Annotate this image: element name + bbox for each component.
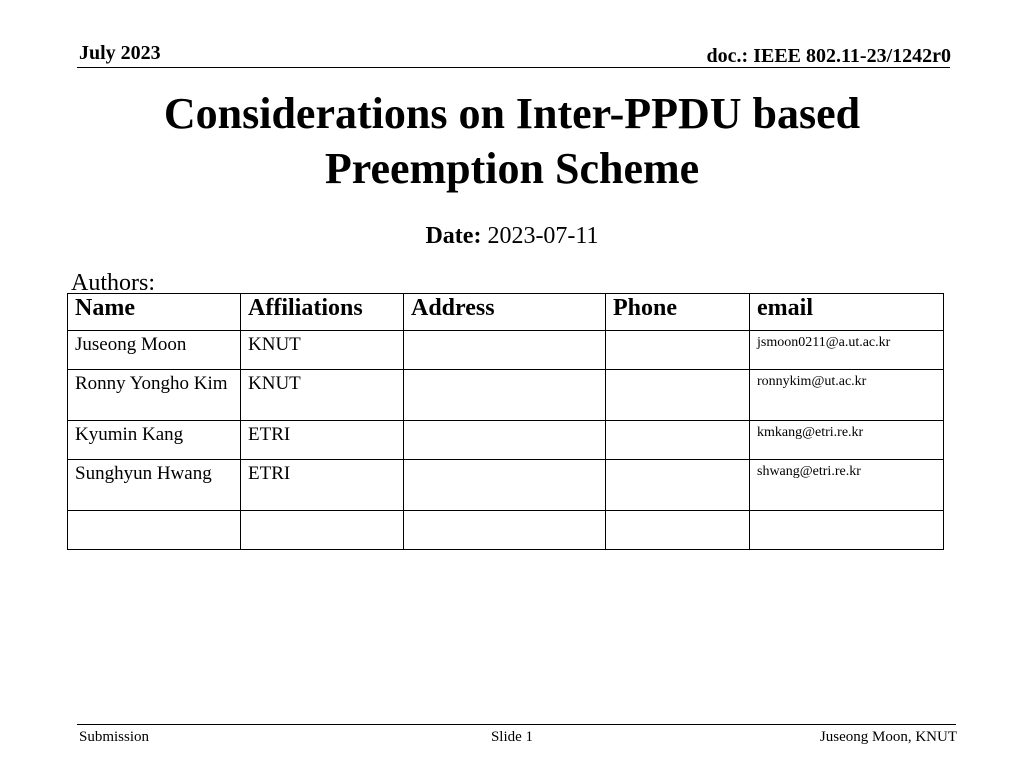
author-email [750, 511, 944, 550]
footer-submission: Submission [79, 729, 150, 745]
author-affiliation [241, 511, 404, 550]
author-address [404, 511, 606, 550]
date-value: 2023-07-11 [487, 223, 599, 249]
author-address [404, 370, 606, 421]
table-row [68, 460, 944, 511]
author-email: ronnykim@ut.ac.kr [750, 370, 944, 421]
header-doc-id: doc.: IEEE 802.11-23/1242r0 [706, 45, 951, 67]
table-row [68, 421, 944, 460]
authors-table [67, 293, 944, 550]
footer-divider [77, 724, 956, 725]
header-date: July 2023 [79, 42, 161, 64]
footer-author: Juseong Moon, KNUT [819, 729, 957, 745]
author-email: jsmoon0211@a.ut.ac.kr [750, 331, 944, 370]
column-header-name: Name [68, 294, 241, 331]
authors-label: Authors: [71, 270, 155, 296]
slide-title-line-1: Considerations on Inter-PPDU based [163, 89, 861, 138]
author-phone [606, 421, 750, 460]
date-label: Date: [425, 223, 482, 249]
slide-title [0, 86, 1024, 196]
table-row [68, 370, 944, 421]
author-phone [606, 511, 750, 550]
author-affiliation: KNUT [241, 331, 404, 370]
author-email: shwang@etri.re.kr [750, 460, 944, 511]
author-name [68, 511, 241, 550]
author-name: Ronny Yongho Kim [68, 370, 241, 421]
table-row [68, 511, 944, 550]
author-email: kmkang@etri.re.kr [750, 421, 944, 460]
slide-title-line-2: Preemption Scheme [324, 144, 700, 193]
author-name: Juseong Moon [68, 331, 241, 370]
author-address [404, 460, 606, 511]
author-name: Kyumin Kang [68, 421, 241, 460]
table-header-row [68, 294, 944, 331]
column-header-email: email [750, 294, 944, 331]
author-address [404, 331, 606, 370]
author-phone [606, 331, 750, 370]
table-row [68, 331, 944, 370]
header-divider [77, 67, 950, 68]
column-header-affiliations: Affiliations [241, 294, 404, 331]
footer-slide-number: Slide 1 [490, 729, 534, 745]
date-line [0, 223, 1024, 250]
column-header-address: Address [404, 294, 606, 331]
author-name: Sunghyun Hwang [68, 460, 241, 511]
author-address [404, 421, 606, 460]
author-affiliation: ETRI [241, 460, 404, 511]
author-affiliation: KNUT [241, 370, 404, 421]
author-affiliation: ETRI [241, 421, 404, 460]
author-phone [606, 370, 750, 421]
author-phone [606, 460, 750, 511]
column-header-phone: Phone [606, 294, 750, 331]
